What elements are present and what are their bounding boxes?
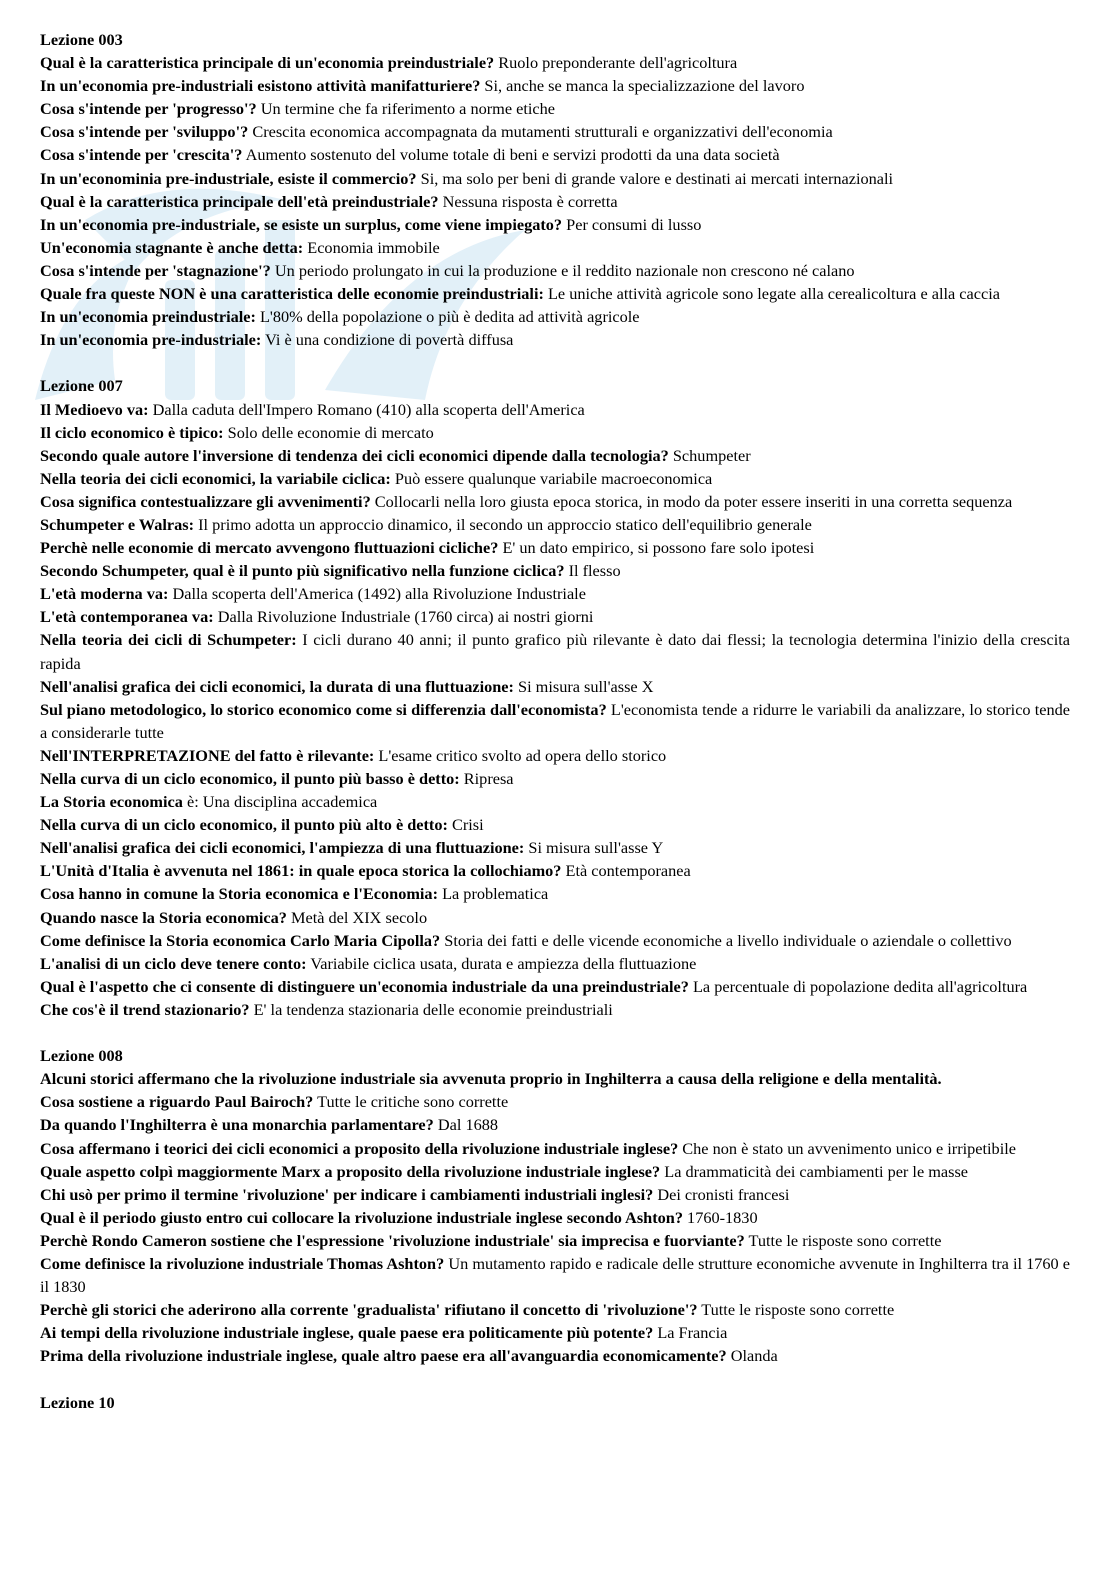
question-text: Alcuni storici affermano che la rivoluzione industriale sia avvenuta proprio in Inghilterra a causa della religione e della mentalità. bbox=[40, 1069, 942, 1089]
qa-item bbox=[40, 1137, 1070, 1160]
question-text: Nella curva di un ciclo economico, il punto più alto è detto: bbox=[40, 815, 448, 835]
answer-text: Dei cronisti francesi bbox=[657, 1184, 790, 1204]
qa-item bbox=[40, 1344, 1070, 1367]
lesson-title: Lezione 10 bbox=[40, 1392, 115, 1412]
question-text: Che cos'è il trend stazionario? bbox=[40, 999, 250, 1019]
lesson-title: Lezione 007 bbox=[40, 376, 123, 396]
qa-item bbox=[40, 259, 1070, 282]
answer-text: Età contemporanea bbox=[565, 861, 691, 881]
question-text: Nella teoria dei cicli economici, la variabile ciclica: bbox=[40, 468, 391, 488]
qa-item bbox=[40, 790, 1070, 813]
qa-item bbox=[40, 767, 1070, 790]
qa-item bbox=[40, 1298, 1070, 1321]
qa-item bbox=[40, 513, 1070, 536]
question-text: In un'economia pre-industriali esistono attività manifatturiere? bbox=[40, 76, 481, 96]
qa-item bbox=[40, 467, 1070, 490]
answer-text: Si, anche se manca la specializzazione del lavoro bbox=[484, 76, 805, 96]
question-text: Ai tempi della rivoluzione industriale inglese, quale paese era politicamente più potente? bbox=[40, 1323, 654, 1343]
qa-item bbox=[40, 74, 1070, 97]
answer-text: Vi è una condizione di povertà diffusa bbox=[265, 330, 514, 350]
question-text: Cosa affermano i teorici dei cicli economici a proposito della rivoluzione industriale inglese? bbox=[40, 1138, 679, 1158]
question-text: Un'economia stagnante è anche detta: bbox=[40, 237, 304, 257]
question-text: Come definisce la rivoluzione industriale Thomas Ashton? bbox=[40, 1253, 445, 1273]
answer-text: Può essere qualunque variabile macroeconomica bbox=[394, 468, 713, 488]
qa-item bbox=[40, 213, 1070, 236]
question-text: In un'economia pre-industriale: bbox=[40, 330, 262, 350]
question-text: Perchè Rondo Cameron sostiene che l'espressione 'rivoluzione industriale' sia imprecisa e fuorviante? bbox=[40, 1230, 745, 1250]
qa-item bbox=[40, 51, 1070, 74]
answer-text: L'esame critico svolto ad opera dello storico bbox=[378, 745, 667, 765]
question-text: Nell'analisi grafica dei cicli economici, la durata di una fluttuazione: bbox=[40, 676, 514, 696]
answer-text: Si misura sull'asse X bbox=[518, 676, 654, 696]
qa-item bbox=[40, 1090, 1070, 1113]
qa-item bbox=[40, 444, 1070, 467]
question-text: Qual è la caratteristica principale dell'età preindustriale? bbox=[40, 191, 439, 211]
qa-item bbox=[40, 1206, 1070, 1229]
qa-item bbox=[40, 559, 1070, 582]
answer-text: Un periodo prolungato in cui la produzione e il reddito nazionale non crescono né calano bbox=[274, 260, 855, 280]
qa-item bbox=[40, 167, 1070, 190]
question-text: Il ciclo economico è tipico: bbox=[40, 422, 224, 442]
qa-item bbox=[40, 605, 1070, 628]
qa-item bbox=[40, 190, 1070, 213]
answer-text: Il primo adotta un approccio dinamico, il secondo un approccio statico dell'equilibrio generale bbox=[198, 514, 812, 534]
question-text: Qual è l'aspetto che ci consente di distinguere un'economia industriale da una preindustriale? bbox=[40, 976, 689, 996]
question-text: L'età moderna va: bbox=[40, 584, 169, 604]
question-text: Cosa s'intende per 'progresso'? bbox=[40, 99, 257, 119]
answer-text: I cicli durano 40 anni; il punto grafico più rilevante è dato dai flessi; la tecnologia determina l'inizio della crescita rapida bbox=[40, 630, 1071, 673]
question-text: Qual è il periodo giusto entro cui collocare la rivoluzione industriale inglese secondo Ashton? bbox=[40, 1207, 683, 1227]
question-text: Perchè nelle economie di mercato avvengono fluttuazioni cicliche? bbox=[40, 538, 499, 558]
qa-item bbox=[40, 582, 1070, 605]
qa-item bbox=[40, 998, 1070, 1021]
answer-text: Ruolo preponderante dell'agricoltura bbox=[498, 53, 738, 73]
question-text: Nell'analisi grafica dei cicli economici, l'ampiezza di una fluttuazione: bbox=[40, 838, 525, 858]
lesson-title: Lezione 008 bbox=[40, 1046, 123, 1066]
question-text: Schumpeter e Walras: bbox=[40, 514, 195, 534]
question-text: Secondo quale autore l'inversione di tendenza dei cicli economici dipende dalla tecnologia? bbox=[40, 445, 669, 465]
qa-item bbox=[40, 906, 1070, 929]
qa-item bbox=[40, 536, 1070, 559]
answer-text: Dalla scoperta dell'America (1492) alla Rivoluzione Industriale bbox=[172, 584, 586, 604]
question-text: Cosa sostiene a riguardo Paul Bairoch? bbox=[40, 1092, 314, 1112]
question-text: Qual è la caratteristica principale di un'economia preindustriale? bbox=[40, 53, 495, 73]
document-page bbox=[40, 28, 1070, 1437]
answer-text: Schumpeter bbox=[672, 445, 751, 465]
qa-item bbox=[40, 236, 1070, 259]
answer-text: Storia dei fatti e delle vicende economiche a livello individuale o aziendale o collettivo bbox=[444, 930, 1012, 950]
question-text: Prima della rivoluzione industriale inglese, quale altro paese era all'avanguardia economicamente? bbox=[40, 1346, 727, 1366]
answer-text: Tutte le risposte sono corrette bbox=[748, 1230, 942, 1250]
question-text: Cosa s'intende per 'sviluppo'? bbox=[40, 122, 249, 142]
question-text: La Storia economica bbox=[40, 792, 183, 812]
answer-text: La drammaticità dei cambiamenti per le masse bbox=[664, 1161, 969, 1181]
qa-item bbox=[40, 1067, 1070, 1090]
lesson-section bbox=[40, 1391, 1070, 1414]
qa-item bbox=[40, 1113, 1070, 1136]
question-text: Cosa s'intende per 'stagnazione'? bbox=[40, 260, 271, 280]
question-text: Nella teoria dei cicli di Schumpeter: bbox=[40, 630, 297, 650]
qa-item bbox=[40, 836, 1070, 859]
answer-text: Ripresa bbox=[463, 769, 514, 788]
question-text: Da quando l'Inghilterra è una monarchia parlamentare? bbox=[40, 1115, 434, 1135]
qa-item bbox=[40, 929, 1070, 952]
answer-text: Crescita economica accompagnata da mutamenti strutturali e organizzativi dell'economia bbox=[252, 122, 833, 142]
answer-text: Tutte le risposte sono corrette bbox=[701, 1300, 895, 1320]
answer-text: Solo delle economie di mercato bbox=[227, 422, 434, 442]
qa-item bbox=[40, 975, 1070, 998]
question-text: Cosa s'intende per 'crescita'? bbox=[40, 145, 243, 165]
answer-text: Crisi bbox=[452, 815, 484, 835]
qa-item bbox=[40, 97, 1070, 120]
question-text: Cosa hanno in comune la Storia economica e l'Economia: bbox=[40, 884, 438, 904]
answer-text: Un termine che fa riferimento a norme etiche bbox=[260, 99, 556, 119]
answer-text: Dalla Rivoluzione Industriale (1760 circa) ai nostri giorni bbox=[217, 607, 594, 627]
answer-text: Il flesso bbox=[568, 561, 621, 581]
answer-text: Per consumi di lusso bbox=[566, 214, 702, 234]
question-text: L'analisi di un ciclo deve tenere conto: bbox=[40, 953, 307, 973]
qa-item bbox=[40, 744, 1070, 767]
answer-text: La percentuale di popolazione dedita all'agricoltura bbox=[692, 976, 1028, 996]
answer-text: Un mutamento rapido e radicale delle strutture economiche avvenute in Inghilterra tra il 1760 e il 1830 bbox=[40, 1253, 1070, 1297]
answer-text: Aumento sostenuto del volume totale di beni e servizi prodotti da una data società bbox=[245, 145, 780, 165]
qa-item bbox=[40, 282, 1070, 305]
qa-item bbox=[40, 1321, 1070, 1344]
question-text: Il Medioevo va: bbox=[40, 399, 149, 419]
question-text: Quale aspetto colpì maggiormente Marx a proposito della rivoluzione industriale inglese? bbox=[40, 1161, 661, 1181]
question-text: Perchè gli storici che aderirono alla corrente 'gradualista' rifiutano il concetto di 'rivoluzione'? bbox=[40, 1300, 698, 1320]
answer-text: Si misura sull'asse Y bbox=[528, 838, 664, 858]
answer-text: Olanda bbox=[730, 1346, 778, 1366]
qa-item bbox=[40, 421, 1070, 444]
question-text: L'età contemporanea va: bbox=[40, 607, 214, 627]
question-text: In un'economia pre-industriale, se esiste un surplus, come viene impiegato? bbox=[40, 214, 563, 234]
lesson-section bbox=[40, 374, 1070, 1021]
lesson-section bbox=[40, 28, 1070, 351]
answer-text: Dal 1688 bbox=[437, 1115, 499, 1135]
answer-text: Che non è stato un avvenimento unico e irripetibile bbox=[682, 1138, 1016, 1158]
qa-item bbox=[40, 305, 1070, 328]
answer-text: Tutte le critiche sono corrette bbox=[317, 1092, 509, 1112]
question-text: Sul piano metodologico, lo storico economico come si differenzia dall'economista? bbox=[40, 699, 607, 719]
qa-item bbox=[40, 1160, 1070, 1183]
answer-text: Si, ma solo per beni di grande valore e destinati ai mercati internazionali bbox=[420, 168, 894, 188]
question-text: Nella curva di un ciclo economico, il punto più basso è detto: bbox=[40, 769, 460, 788]
question-text: In un'economia preindustriale: bbox=[40, 307, 256, 327]
answer-text: La Francia bbox=[657, 1323, 728, 1343]
answer-text: E' la tendenza stazionaria delle economie preindustriali bbox=[253, 999, 613, 1019]
question-text: Secondo Schumpeter, qual è il punto più significativo nella funzione ciclica? bbox=[40, 561, 565, 581]
qa-item bbox=[40, 813, 1070, 836]
qa-item bbox=[40, 1183, 1070, 1206]
qa-item bbox=[40, 120, 1070, 143]
answer-text: La problematica bbox=[442, 884, 549, 904]
question-text: In un'econominia pre-industriale, esiste il commercio? bbox=[40, 168, 417, 188]
qa-item bbox=[40, 675, 1070, 698]
question-text: Cosa significa contestualizzare gli avvenimenti? bbox=[40, 491, 371, 511]
qa-item bbox=[40, 628, 1070, 674]
qa-item bbox=[40, 952, 1070, 975]
answer-text: Dalla caduta dell'Impero Romano (410) alla scoperta dell'America bbox=[152, 399, 585, 419]
answer-text: E' un dato empirico, si possono fare solo ipotesi bbox=[502, 538, 815, 558]
qa-item bbox=[40, 859, 1070, 882]
qa-item bbox=[40, 698, 1070, 744]
qa-item bbox=[40, 328, 1070, 351]
answer-text: Le uniche attività agricole sono legate alla cerealicoltura e alla caccia bbox=[547, 284, 1000, 304]
question-text: Quando nasce la Storia economica? bbox=[40, 907, 287, 927]
answer-text: Economia immobile bbox=[307, 237, 440, 257]
question-text: Nell'INTERPRETAZIONE del fatto è rilevante: bbox=[40, 745, 375, 765]
question-text: Come definisce la Storia economica Carlo Maria Cipolla? bbox=[40, 930, 441, 950]
qa-item bbox=[40, 398, 1070, 421]
answer-text: Collocarli nella loro giusta epoca storica, in modo da poter essere inseriti in una corretta sequenza bbox=[374, 491, 1013, 511]
question-text: Quale fra queste NON è una caratteristica delle economie preindustriali: bbox=[40, 284, 544, 304]
qa-item bbox=[40, 1229, 1070, 1252]
answer-text: Nessuna risposta è corretta bbox=[442, 191, 618, 211]
qa-item bbox=[40, 490, 1070, 513]
question-text: Chi usò per primo il termine 'rivoluzione' per indicare i cambiamenti industriali inglesi? bbox=[40, 1184, 654, 1204]
answer-text: Metà del XIX secolo bbox=[291, 907, 428, 927]
answer-text: 1760-1830 bbox=[687, 1207, 758, 1227]
question-text: L'Unità d'Italia è avvenuta nel 1861: in quale epoca storica la collochiamo? bbox=[40, 861, 562, 881]
qa-item bbox=[40, 882, 1070, 905]
answer-text: Variabile ciclica usata, durata e ampiezza della fluttuazione bbox=[310, 953, 697, 973]
answer-text: L'80% della popolazione o più è dedita ad attività agricole bbox=[259, 307, 640, 327]
qa-item bbox=[40, 1252, 1070, 1298]
lesson-title: Lezione 003 bbox=[40, 30, 123, 49]
qa-item bbox=[40, 143, 1070, 166]
answer-text: L'economista tende a ridurre le variabili da analizzare, lo storico tende a considerarle tutte bbox=[40, 699, 1070, 742]
answer-text: è: Una disciplina accademica bbox=[186, 792, 378, 812]
lesson-section bbox=[40, 1044, 1070, 1367]
